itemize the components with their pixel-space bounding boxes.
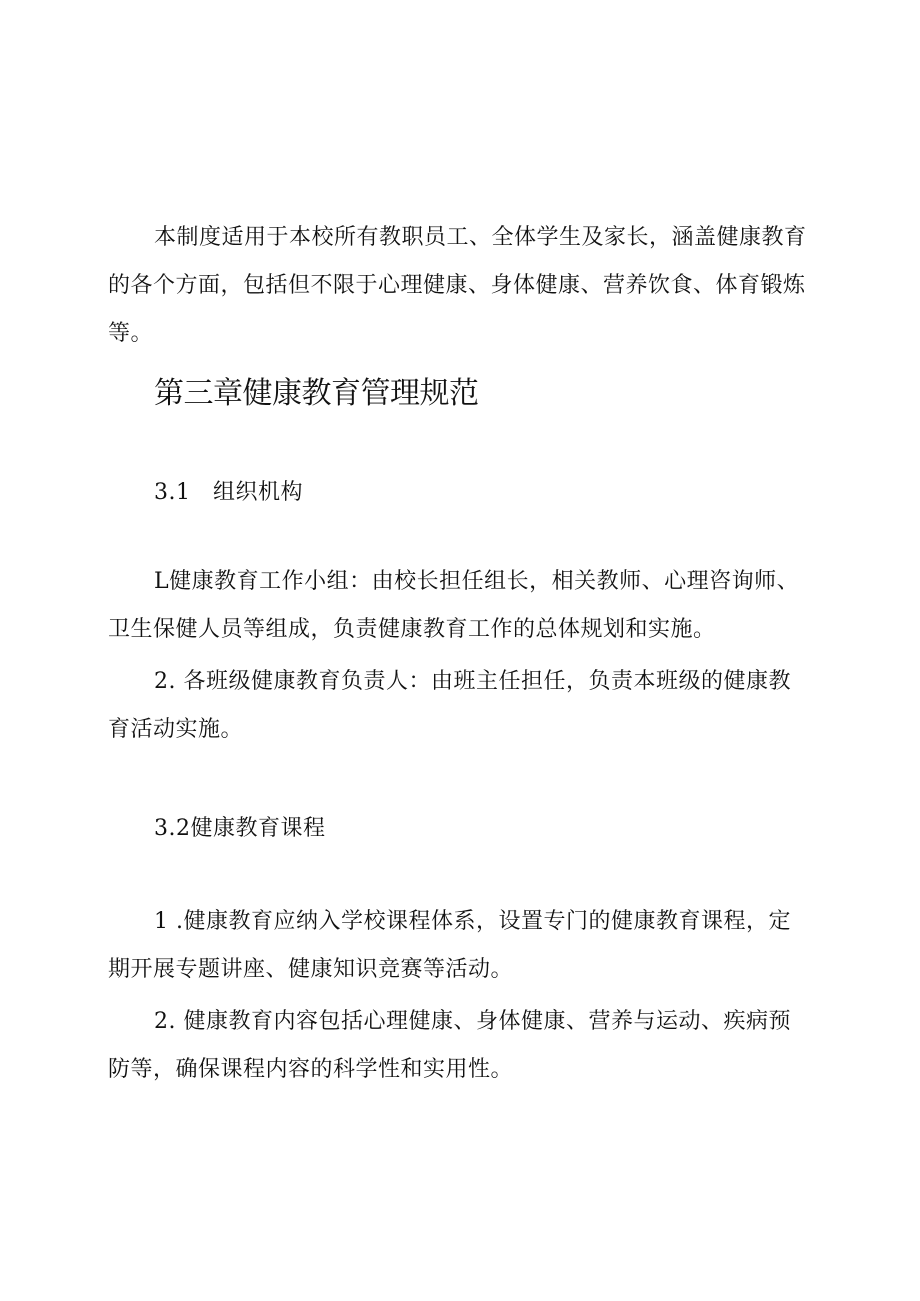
section-3-2-title: 3.2健康教育课程: [154, 816, 326, 841]
section-3-1-item-2: 2. 各班级健康教育负责人：由班主任担任，负责本班级的健康教育活动实施。: [108, 669, 791, 742]
section-3-2-item-2: 2. 健康教育内容包括心理健康、身体健康、营养与运动、疾病预防等，确保课程内容的科学性和实用性。: [108, 1009, 791, 1082]
chapter-3-title: 第三章健康教育管理规范: [154, 376, 479, 411]
section-3-2-item-1: 1 .健康教育应纳入学校课程体系，设置专门的健康教育课程，定期开展专题讲座、健康知识竞赛等活动。: [108, 909, 791, 982]
section-3-1-item-1: L健康教育工作小组：由校长担任组长，相关教师、心理咨询师、卫生保健人员等组成，负责健康教育工作的总体规划和实施。: [108, 569, 800, 642]
scope-paragraph: 本制度适用于本校所有教职员工、全体学生及家长，涵盖健康教育的各个方面，包括但不限于心理健康、身体健康、营养饮食、体育锻炼等。: [108, 225, 807, 346]
section-3-1-title: 3.1 组织机构: [154, 480, 303, 505]
